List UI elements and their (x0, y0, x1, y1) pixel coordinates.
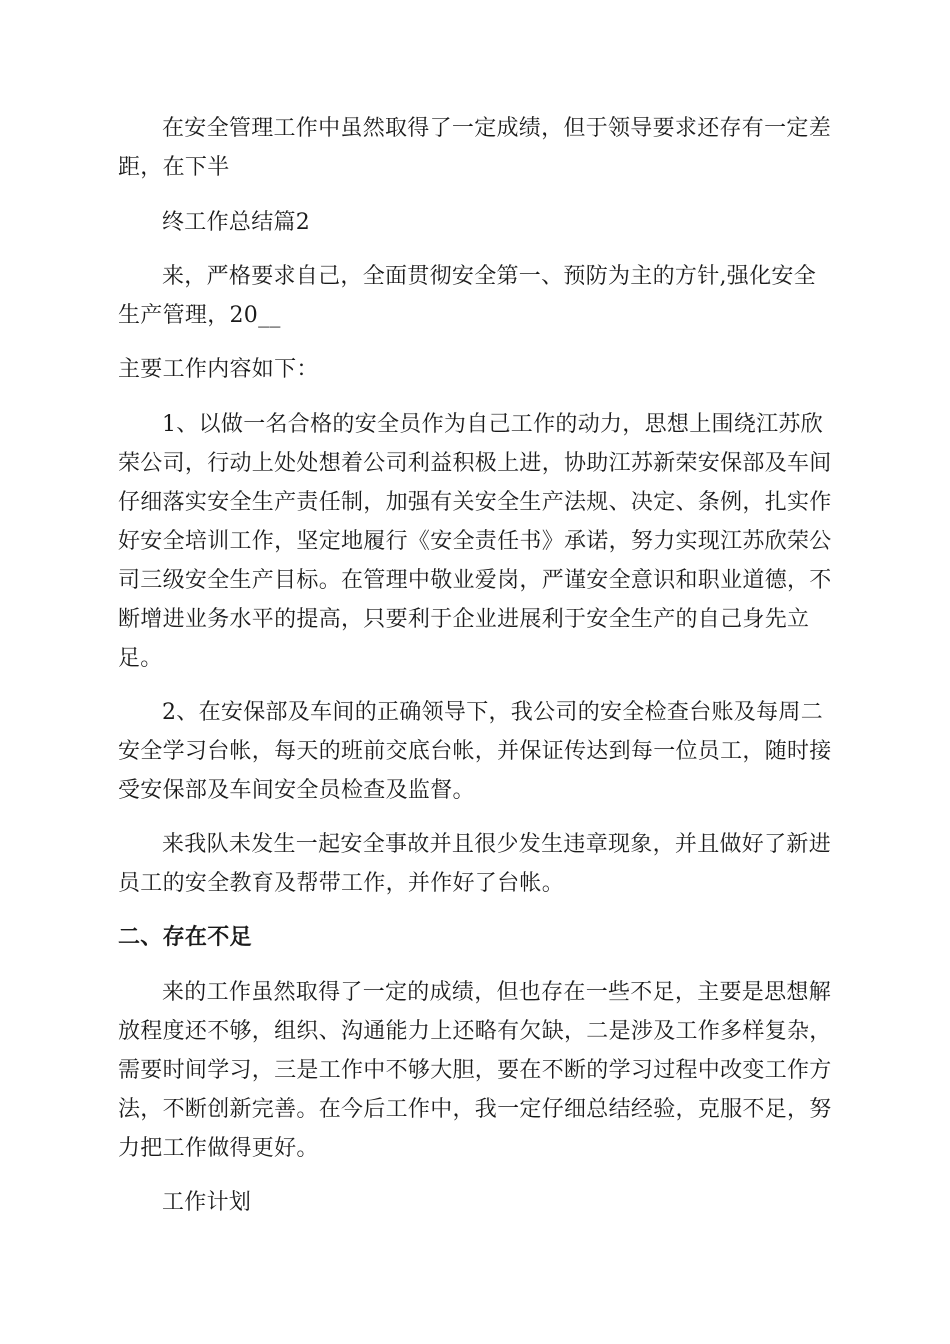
paragraph-line: 2、在安保部及车间的正确领导下，我公司的安全检查台账及每周二 (162, 700, 823, 725)
paragraph-line: 仔细落实安全生产责任制，加强有关安全生产法规、决定、条例，扎实作 (118, 490, 832, 515)
paragraph-line: 足。 (118, 646, 163, 671)
paragraph-line: 来，严格要求自己，全面贯彻安全第一、预防为主的方针,强化安全 (162, 264, 816, 289)
paragraph-line: 放程度还不够，组织、沟通能力上还略有欠缺，二是涉及工作多样复杂， (118, 1019, 832, 1044)
paragraph-line: 力把工作做得更好。 (118, 1136, 319, 1161)
paragraph-line: 距，在下半 (118, 155, 230, 180)
paragraph-line: 受安保部及车间安全员检查及监督。 (118, 778, 475, 803)
paragraph-line: 司三级安全生产目标。在管理中敬业爱岗，严谨安全意识和职业道德，不 (118, 568, 832, 593)
paragraph-line: 需要时间学习，三是工作中不够大胆，要在不断的学习过程中改变工作方 (118, 1058, 832, 1083)
paragraph-line: 安全学习台帐，每天的班前交底台帐，并保证传达到每一位员工，随时接 (118, 739, 832, 764)
section-title: 工作计划 (162, 1190, 252, 1215)
paragraph-line: 来的工作虽然取得了一定的成绩，但也存在一些不足，主要是思想解 (162, 980, 832, 1005)
paragraph-line: 断增进业务水平的提高，只要利于企业进展利于安全生产的自己身先立 (118, 607, 810, 632)
paragraph-line: 好安全培训工作，坚定地履行《安全责任书》承诺，努力实现江苏欣荣公 (118, 529, 832, 554)
section-heading: 二、存在不足 (118, 925, 252, 950)
paragraph-line: 在安全管理工作中虽然取得了一定成绩，但于领导要求还存有一定差 (162, 116, 832, 141)
paragraph-line: 员工的安全教育及帮带工作，并作好了台帐。 (118, 871, 565, 896)
section-title: 终工作总结篇2 (162, 210, 311, 235)
paragraph-line: 法，不断创新完善。在今后工作中，我一定仔细总结经验，克服不足，努 (118, 1097, 832, 1122)
paragraph-line: 生产管理，20__ (118, 303, 281, 328)
paragraph-line: 1、以做一名合格的安全员作为自己工作的动力，思想上围绕江苏欣 (162, 412, 823, 437)
paragraph-line: 主要工作内容如下： (118, 357, 319, 382)
paragraph-line: 来我队未发生一起安全事故并且很少发生违章现象，并且做好了新进 (162, 832, 832, 857)
paragraph-line: 荣公司，行动上处处想着公司利益积极上进，协助江苏新荣安保部及车间 (118, 451, 832, 476)
